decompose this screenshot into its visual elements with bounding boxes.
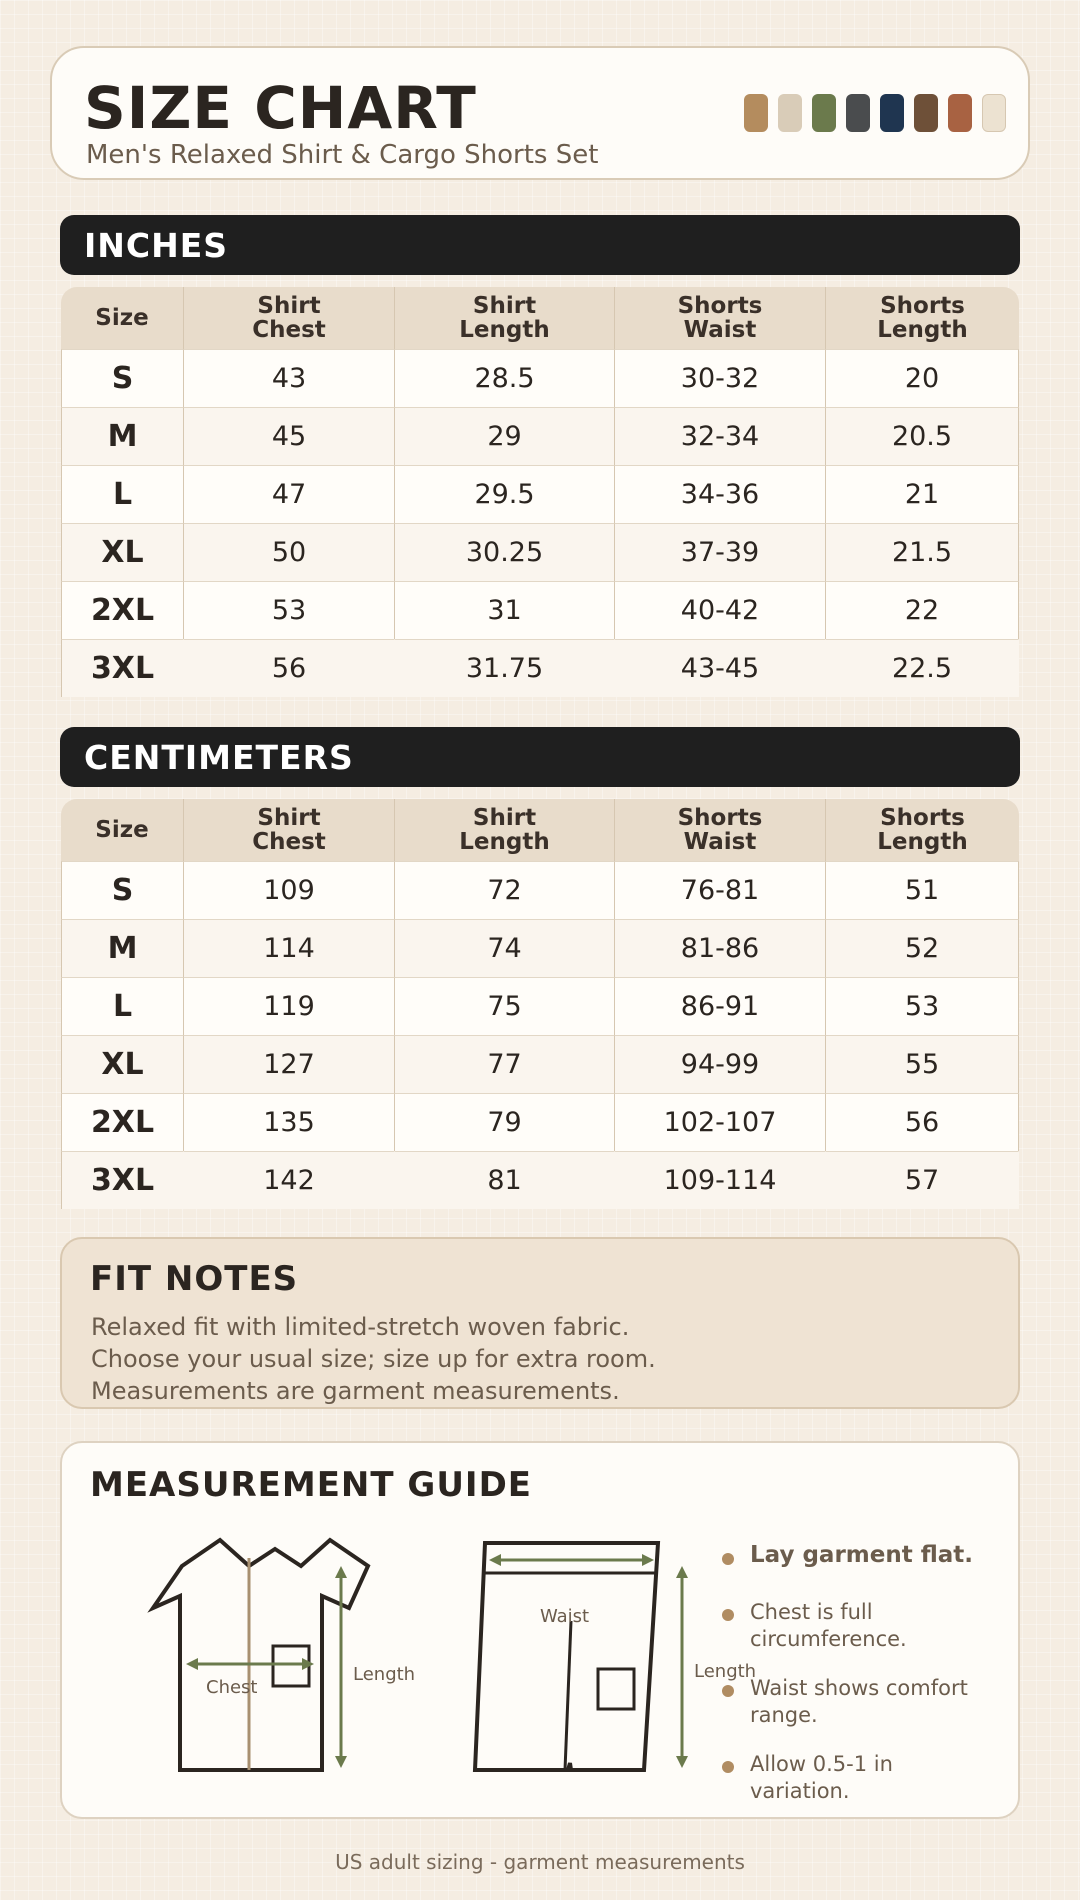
table-row	[61, 349, 1019, 407]
measurement-cell: 53	[826, 977, 1019, 1035]
chest-label: Chest	[206, 1677, 258, 1698]
measurement-cell: 21	[826, 465, 1019, 523]
table-row	[61, 977, 1019, 1035]
measurement-cell: 86-91	[615, 977, 826, 1035]
measurement-cell: 75	[395, 977, 615, 1035]
color-swatch	[846, 94, 870, 132]
size-cell: L	[61, 465, 184, 523]
measurement-guide-title: MEASUREMENT GUIDE	[90, 1465, 533, 1505]
measurement-cell: 37-39	[615, 523, 826, 581]
column-header: Size	[61, 287, 184, 349]
tip-text: Lay garment flat.	[750, 1542, 974, 1568]
size-cell: M	[61, 407, 184, 465]
measurement-cell: 56	[826, 1093, 1019, 1151]
bullet-icon	[722, 1609, 734, 1621]
measurement-cell: 114	[184, 919, 395, 977]
measurement-cell: 45	[184, 407, 395, 465]
measurement-cell: 57	[826, 1151, 1019, 1209]
shorts-icon	[475, 1543, 658, 1770]
bullet-icon	[722, 1685, 734, 1697]
color-swatches	[744, 94, 1006, 132]
column-header: Shorts Waist	[615, 287, 826, 349]
measurement-cell: 53	[184, 581, 395, 639]
measurement-cell: 127	[184, 1035, 395, 1093]
color-swatch	[744, 94, 768, 132]
measurement-cell: 135	[184, 1093, 395, 1151]
inches-table	[61, 287, 1019, 697]
size-cell: S	[61, 349, 184, 407]
table-row	[61, 1035, 1019, 1093]
table-row	[61, 1093, 1019, 1151]
size-cell: XL	[61, 523, 184, 581]
size-cell: L	[61, 977, 184, 1035]
measurement-cell: 76-81	[615, 861, 826, 919]
color-swatch	[982, 94, 1006, 132]
measurement-cell: 31	[395, 581, 615, 639]
fit-note: Relaxed fit with limited-stretch woven fabric.	[91, 1313, 630, 1341]
table-row	[61, 465, 1019, 523]
measurement-cell: 142	[184, 1151, 395, 1209]
tip-text: Chest is full	[750, 1600, 873, 1624]
size-cell: 3XL	[61, 639, 184, 697]
inches-section-title: INCHES	[60, 215, 1020, 275]
column-header: Shirt Chest	[184, 799, 395, 861]
header-card	[50, 46, 1030, 180]
table-row	[61, 523, 1019, 581]
measurement-guide-card	[60, 1441, 1020, 1819]
tip-text: Waist shows comfort	[750, 1676, 968, 1700]
measurement-cell: 22.5	[826, 639, 1019, 697]
measurement-cell: 30.25	[395, 523, 615, 581]
measurement-cell: 50	[184, 523, 395, 581]
color-swatch	[948, 94, 972, 132]
table-row	[61, 919, 1019, 977]
size-cell: 2XL	[61, 1093, 184, 1151]
measurement-cell: 43	[184, 349, 395, 407]
color-swatch	[914, 94, 938, 132]
measurement-cell: 81	[395, 1151, 615, 1209]
measurement-cell: 55	[826, 1035, 1019, 1093]
size-cell: M	[61, 919, 184, 977]
measurement-cell: 30-32	[615, 349, 826, 407]
column-header: Shirt Length	[395, 287, 615, 349]
shorts-length-label: Length	[694, 1661, 757, 1682]
measurement-cell: 21.5	[826, 523, 1019, 581]
measurement-cell: 52	[826, 919, 1019, 977]
table-row	[61, 1151, 1019, 1209]
fit-notes-lines	[91, 1311, 656, 1407]
size-cell: S	[61, 861, 184, 919]
tip-text: Allow 0.5-1 in	[750, 1752, 893, 1776]
measurement-cell: 77	[395, 1035, 615, 1093]
page-title: SIZE CHART	[84, 74, 477, 142]
measurement-cell: 20	[826, 349, 1019, 407]
column-header: Size	[61, 799, 184, 861]
column-header: Shorts Length	[826, 799, 1019, 861]
measurement-cell: 28.5	[395, 349, 615, 407]
column-header: Shorts Length	[826, 287, 1019, 349]
measurement-cell: 43-45	[615, 639, 826, 697]
measurement-cell: 109	[184, 861, 395, 919]
color-swatch	[778, 94, 802, 132]
shorts-length-arrow	[676, 1566, 688, 1768]
measurement-cell: 51	[826, 861, 1019, 919]
measurement-cell: 40-42	[615, 581, 826, 639]
tip-text: variation.	[750, 1779, 850, 1803]
measurement-cell: 22	[826, 581, 1019, 639]
table-row	[61, 861, 1019, 919]
shorts-waist-arrow	[489, 1554, 654, 1566]
color-swatch	[812, 94, 836, 132]
waist-label: Waist	[540, 1606, 590, 1627]
measurement-cell: 56	[184, 639, 395, 697]
measurement-cell: 20.5	[826, 407, 1019, 465]
shirt-length-label: Length	[353, 1664, 416, 1685]
table-row	[61, 639, 1019, 697]
bullet-icon	[722, 1761, 734, 1773]
footer-note: US adult sizing - garment measurements	[335, 1850, 745, 1874]
table-row	[61, 407, 1019, 465]
fit-note: Choose your usual size; size up for extra room.	[91, 1345, 656, 1373]
column-header: Shirt Length	[395, 799, 615, 861]
measurement-cell: 102-107	[615, 1093, 826, 1151]
fit-note: Measurements are garment measurements.	[91, 1377, 620, 1405]
column-header: Shorts Waist	[615, 799, 826, 861]
size-cell: XL	[61, 1035, 184, 1093]
shirt-length-arrow	[335, 1566, 347, 1768]
column-header: Shirt Chest	[184, 287, 395, 349]
measurement-cell: 94-99	[615, 1035, 826, 1093]
fit-notes-card	[60, 1237, 1020, 1409]
measurement-cell: 29.5	[395, 465, 615, 523]
tip-text: circumference.	[750, 1627, 907, 1651]
size-cell: 3XL	[61, 1151, 184, 1209]
page-subtitle: Men's Relaxed Shirt & Cargo Shorts Set	[86, 140, 599, 170]
measurement-cell: 119	[184, 977, 395, 1035]
measurement-cell: 29	[395, 407, 615, 465]
measurement-cell: 81-86	[615, 919, 826, 977]
fit-notes-title: FIT NOTES	[90, 1259, 299, 1299]
tip-text: range.	[750, 1703, 818, 1727]
measurement-cell: 109-114	[615, 1151, 826, 1209]
bullet-icon	[722, 1553, 734, 1565]
size-cell: 2XL	[61, 581, 184, 639]
centimeters-table	[61, 799, 1019, 1209]
measurement-cell: 79	[395, 1093, 615, 1151]
shirt-icon	[153, 1540, 368, 1770]
measurement-cell: 34-36	[615, 465, 826, 523]
measurement-cell: 72	[395, 861, 615, 919]
measurement-cell: 47	[184, 465, 395, 523]
table-row	[61, 581, 1019, 639]
color-swatch	[880, 94, 904, 132]
centimeters-section-title: CENTIMETERS	[60, 727, 1020, 787]
measurement-cell: 31.75	[395, 639, 615, 697]
measurement-cell: 74	[395, 919, 615, 977]
measurement-cell: 32-34	[615, 407, 826, 465]
